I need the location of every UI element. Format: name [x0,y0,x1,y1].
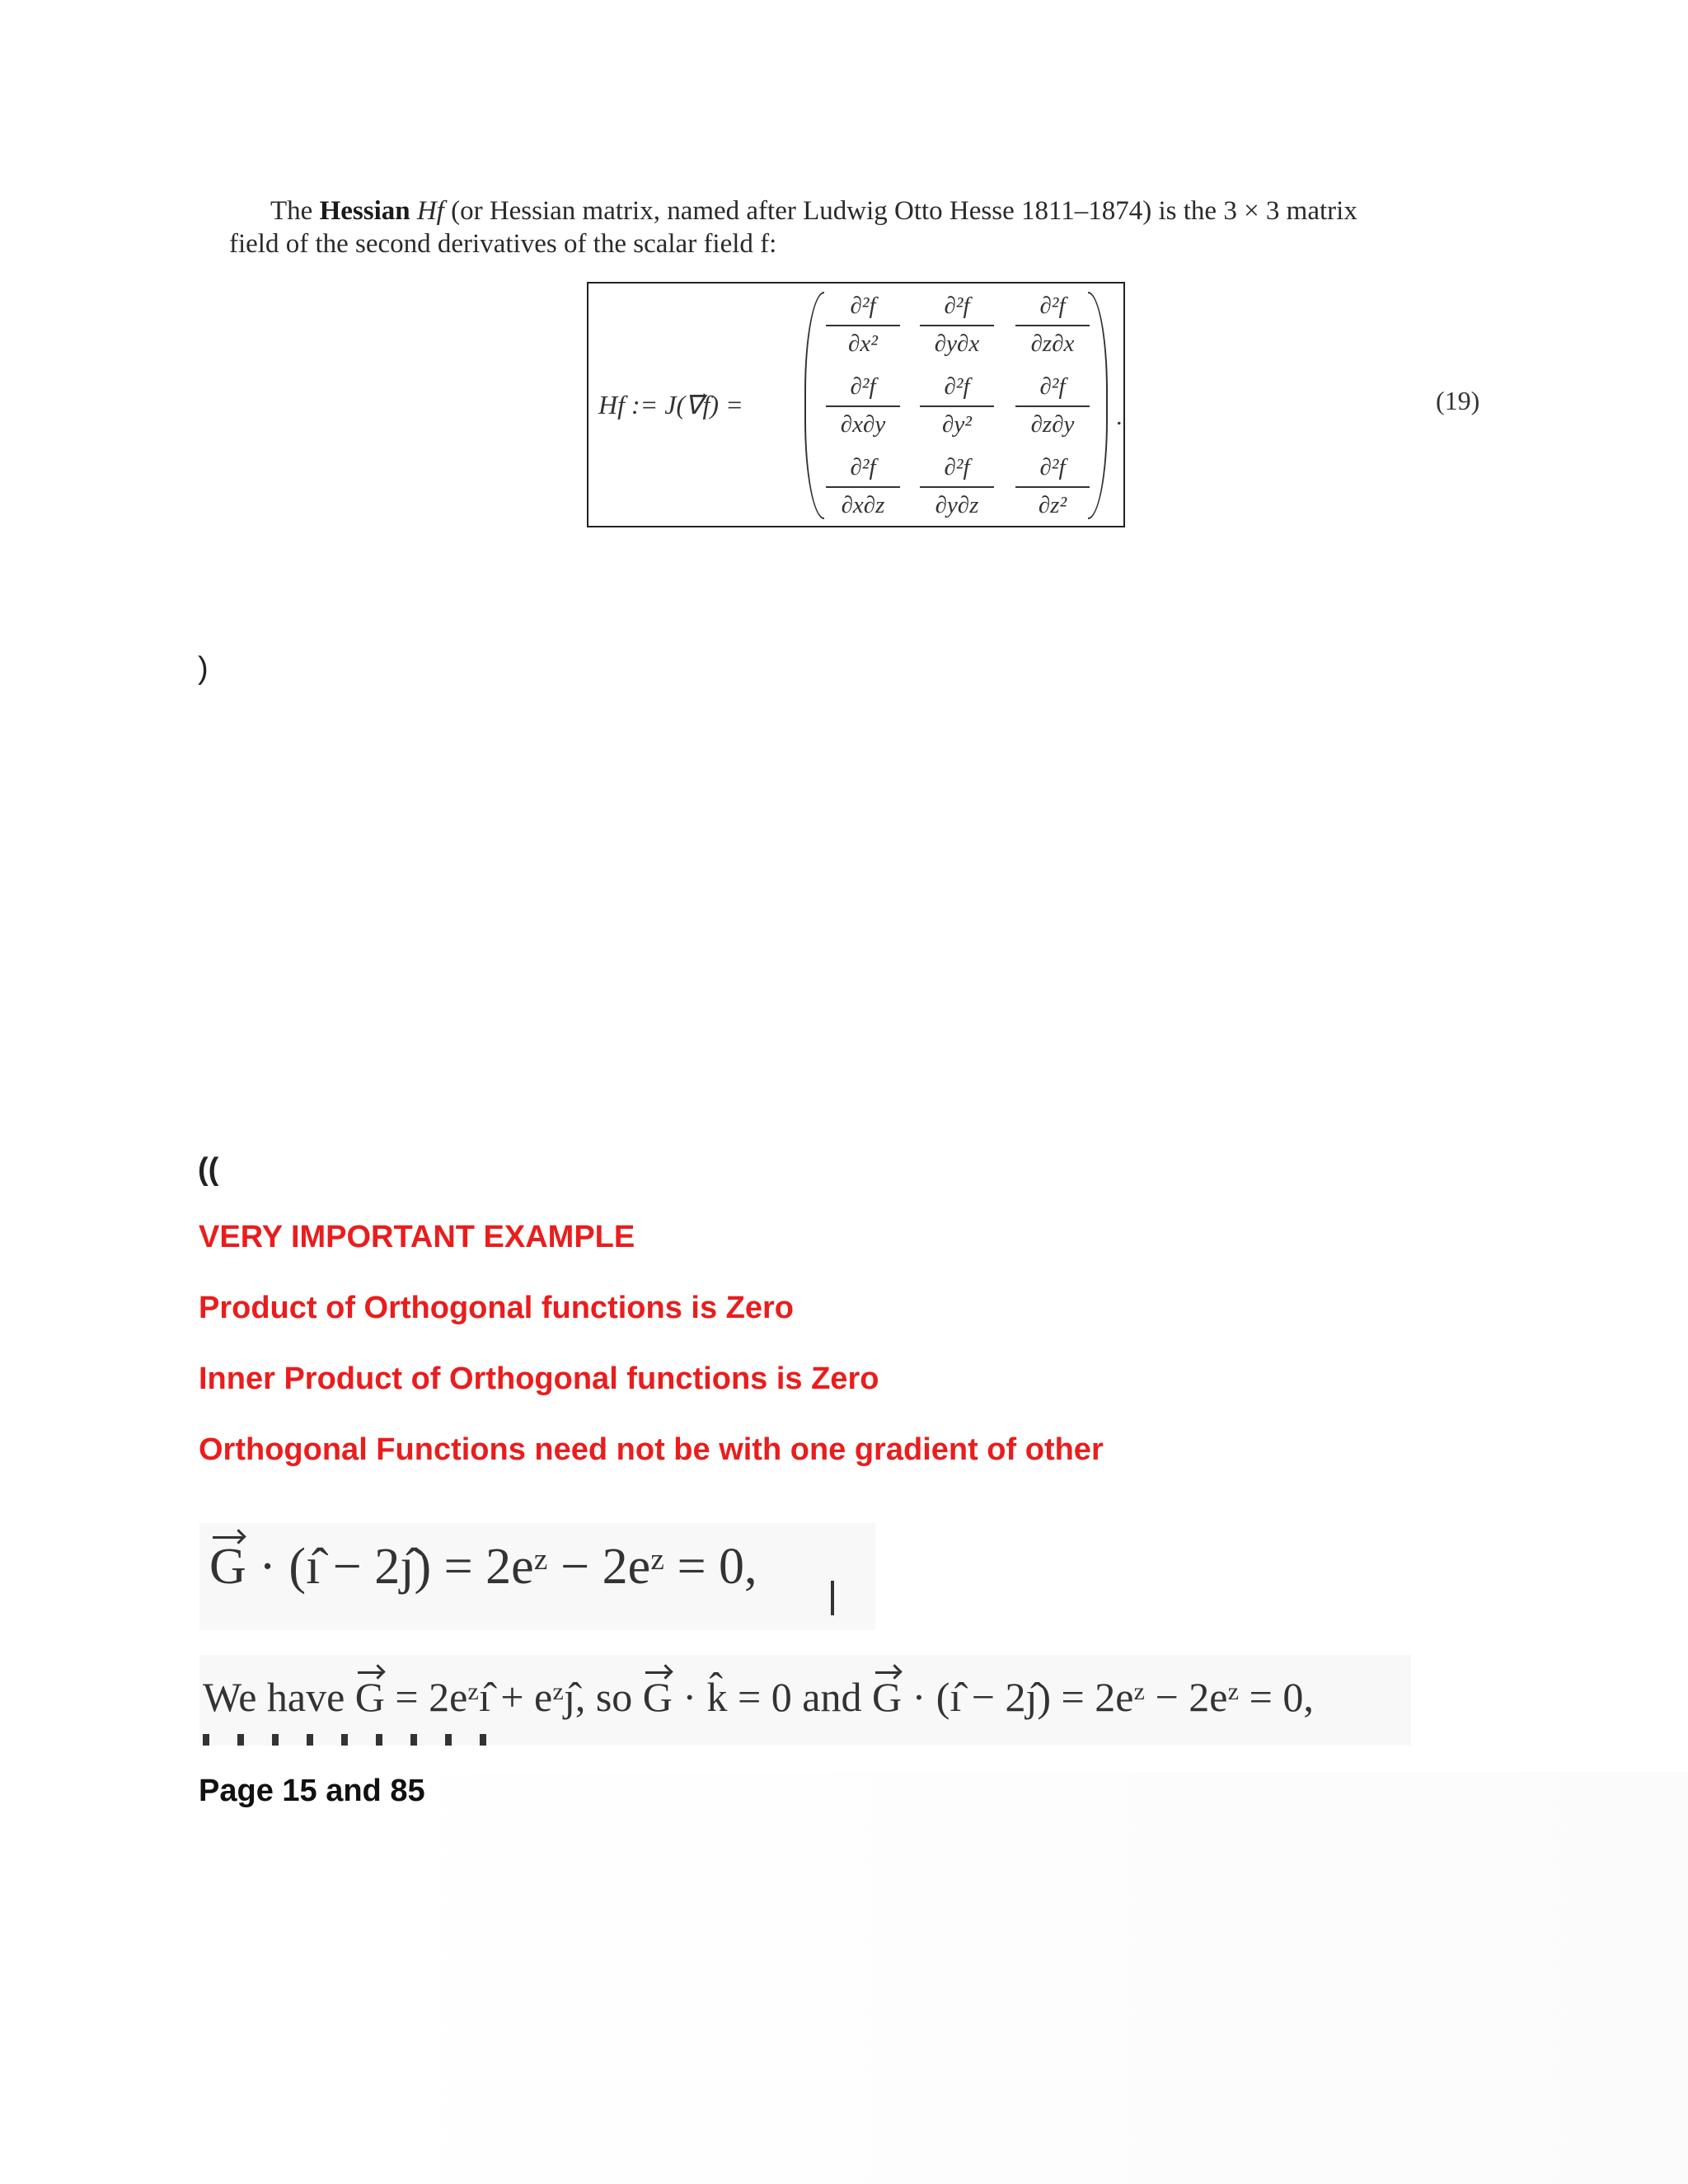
equation-period: . [1116,403,1123,430]
cell-denominator: ∂y∂z [935,492,979,518]
cell-numerator: ∂²f [826,292,900,326]
equation-snippet-2-text [203,1673,1314,1721]
intro-line-2: field of the second derivatives of the scalar field f: [229,229,777,259]
vector-g: G [354,1674,385,1720]
note-important-example: VERY IMPORTANT EXAMPLE [199,1220,635,1254]
matrix-cell [1007,373,1098,438]
vector-g: G [871,1674,903,1720]
text-cursor [831,1581,834,1615]
page-reference: Page 15 and 85 [199,1774,425,1808]
matrix-cell [1007,453,1098,519]
matrix-cell [912,373,1002,438]
matrix-cell [912,292,1002,358]
hessian-lhs: Hf := J(∇⃗f) = [598,390,743,419]
stray-paren: ) [198,651,209,686]
page-background-tone [313,1772,1688,2184]
cell-numerator: ∂²f [826,373,900,407]
cell-numerator: ∂²f [920,453,994,488]
matrix-cell [1007,292,1098,358]
matrix-cell [912,453,1002,519]
intro-text: The [270,196,320,226]
snippet-text: We have [203,1674,355,1720]
intro-line-1 [229,194,1490,227]
cell-denominator: ∂z∂x [1030,330,1075,357]
cell-denominator: ∂x² [848,330,878,357]
matrix-cell [818,453,908,519]
cell-numerator: ∂²f [826,453,900,488]
equation-snippet-text [209,1538,757,1596]
cell-denominator: ∂x∂z [841,492,885,518]
cell-numerator: ∂²f [1015,292,1090,326]
cell-denominator: ∂y∂x [934,330,980,357]
snippet-text: · k̂ = 0 and [672,1674,872,1720]
snippet-text: = 2eᶻı̂ + eᶻȷ̂, so [384,1674,643,1720]
intro-paragraph [229,194,1490,260]
cell-numerator: ∂²f [920,292,994,326]
stray-double-paren: (( [198,1152,219,1187]
cell-denominator: ∂x∂y [840,411,886,438]
cell-denominator: ∂z∂y [1030,411,1075,438]
note-gradient: Orthogonal Functions need not be with one gradient of other [199,1432,1104,1467]
hessian-equation-box [587,282,1125,527]
cell-numerator: ∂²f [920,373,994,407]
cropped-next-line [203,1734,582,1746]
hessian-symbol: Hf [416,196,444,226]
equation-snippet-image-2 [199,1655,1411,1746]
note-inner-product-zero: Inner Product of Orthogonal functions is Zero [199,1361,879,1396]
snippet-expression: · (ı̂ − 2ȷ̂) = 2eᶻ − 2eᶻ = 0, [246,1539,757,1595]
vector-g: G [642,1674,673,1720]
hessian-term: Hessian [319,196,410,226]
note-product-zero: Product of Orthogonal functions is Zero [199,1291,794,1325]
cell-numerator: ∂²f [1015,453,1090,488]
matrix-cell [818,373,908,438]
cell-numerator: ∂²f [1015,373,1090,407]
matrix-cell [818,292,908,358]
vector-g: G [209,1539,246,1595]
cell-denominator: ∂z² [1038,492,1067,518]
intro-text: (or Hessian matrix, named after Ludwig Otto Hesse 1811–1874) is the 3 × 3 matrix [443,196,1357,226]
cell-denominator: ∂y² [942,411,972,438]
equation-number: (19) [1436,386,1480,415]
snippet-text: · (ı̂ − 2ȷ̂) = 2eᶻ − 2eᶻ = 0, [902,1674,1314,1720]
equation-snippet-image [199,1523,875,1630]
